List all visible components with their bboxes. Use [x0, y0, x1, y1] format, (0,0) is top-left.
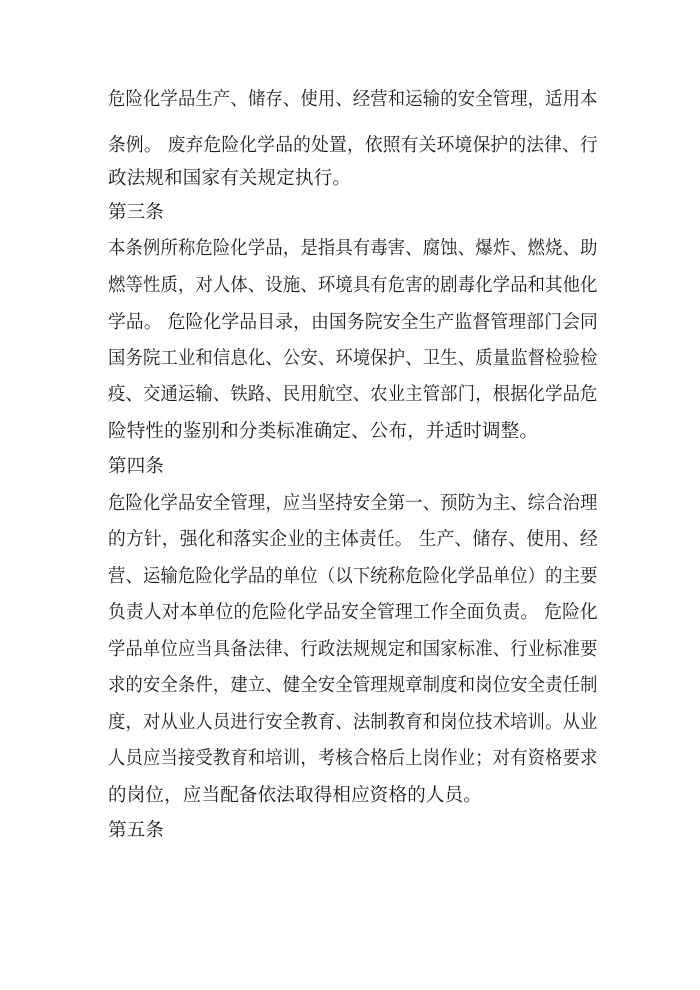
text-line: 国务院工业和信息化、公安、环境保护、卫生、质量监督检验检	[108, 348, 598, 369]
text-line: 营、运输危险化学品的单位（以下统称危险化学品单位）的主要	[108, 566, 598, 587]
text-line: 负责人对本单位的危险化学品安全管理工作全面负责。 危险化	[108, 602, 598, 623]
text-line: 燃等性质，对人体、设施、环境具有危害的剧毒化学品和其他化	[108, 275, 598, 296]
text-line: 政法规和国家有关规定执行。	[108, 168, 352, 189]
text-line: 危险化学品生产、储存、使用、经营和运输的安全管理，适用本	[108, 89, 598, 110]
text-line: 求的安全条件，建立、健全安全管理规章制度和岗位安全责任制	[108, 675, 598, 696]
text-line: 人员应当接受教育和培训，考核合格后上岗作业；对有资格要求	[108, 748, 598, 769]
article-heading-4: 第四条	[108, 456, 165, 477]
text-line: 危险化学品安全管理，应当坚持安全第一、预防为主、综合治理	[108, 493, 598, 514]
text-line: 条例。 废弃危险化学品的处置，依照有关环境保护的法律、行	[108, 135, 598, 156]
text-line: 度，对从业人员进行安全教育、法制教育和岗位技术培训。从业	[108, 712, 598, 733]
text-line: 疫、交通运输、铁路、民用航空、农业主管部门，根据化学品危	[108, 384, 598, 405]
text-line: 学品。 危险化学品目录，由国务院安全生产监督管理部门会同	[108, 312, 598, 333]
article-heading-5: 第五条	[108, 820, 165, 841]
text-line: 险特性的鉴别和分类标准确定、公布，并适时调整。	[108, 421, 539, 442]
text-line: 学品单位应当具备法律、行政法规规定和国家标准、行业标准要	[108, 639, 598, 660]
article-heading-3: 第三条	[108, 202, 165, 223]
text-line: 的方针，强化和落实企业的主体责任。 生产、储存、使用、经	[108, 529, 598, 550]
text-line: 的岗位，应当配备依法取得相应资格的人员。	[108, 785, 483, 806]
text-line: 本条例所称危险化学品，是指具有毒害、腐蚀、爆炸、燃烧、助	[108, 238, 598, 259]
